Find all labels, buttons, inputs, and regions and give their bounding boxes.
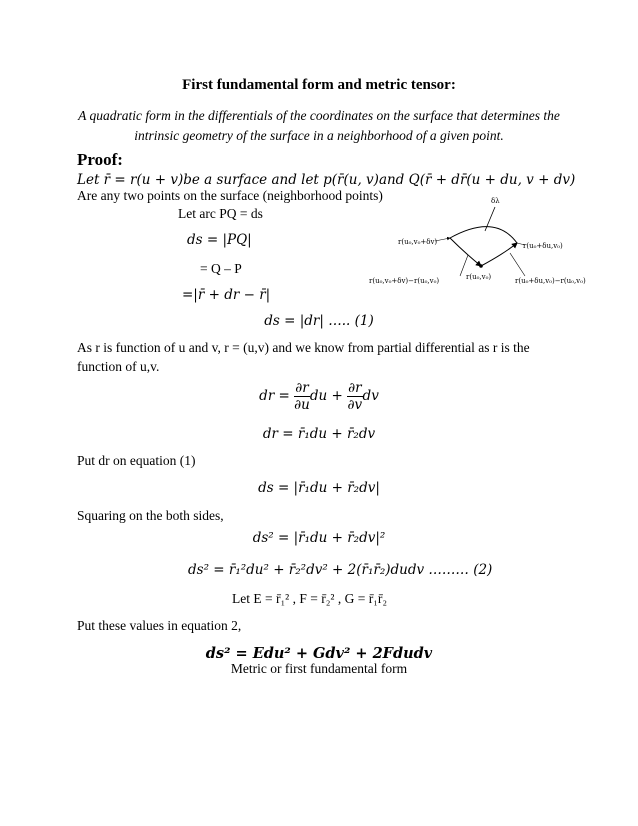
dv-term: dv [362,388,379,404]
put-values-text: Put these values in equation 2, [77,618,242,633]
label-r-base: r(u₀,v₀) [466,273,492,281]
final-metric-equation: ds² = Edu² + Gdv² + 2Fdudv [205,645,433,662]
any-two-points-line: Are any two points on the surface (neighborhood points) [77,188,383,203]
partial-u-denominator: ∂u [294,397,310,413]
let-arc-line: Let arc PQ = ds [178,206,263,221]
let-r-line: Let r̄ = r(u + v)be a surface and let p(r̄(u, v)and Q(r̄ + dr̄(u + du, v + dv) [77,172,576,188]
vector-u [481,243,517,266]
proof-heading: Proof: [77,150,123,169]
label-r-v-dv: r(u₀,v₀+δv) [398,238,438,246]
base-point [479,264,483,268]
fraction-dr-dv [347,380,362,413]
document-title: First fundamental form and metric tensor: [182,77,456,93]
q-minus-p-line: = Q – P [200,261,242,276]
leader-r-v [435,238,450,241]
let-efg-line: Let E = r̄₁² , F = r̄₂² , G = r̄₁r̄₂ [232,591,388,606]
abstract-text: A quadratic form in the differentials of the coordinates on the surface that determines the intrinsic geometry of the surface in a neighborhood of a given point. [78,108,560,143]
label-r-u-du: r(u₀+δu,v₀) [523,242,563,250]
partial-v-denominator: ∂v [347,397,363,413]
ds-abs-equation: ds = |r̄₁du + r̄₂dv| [258,480,380,496]
as-r-function-text: As r is function of u and v, r = (u,v) and we know from partial differential as r is the function of u,v. [77,340,530,374]
curve-upper [450,227,517,243]
put-dr-text: Put dr on equation (1) [77,453,196,468]
leader-diff-u [510,253,525,276]
label-r-diff-v: r(u₀,v₀+δv)−r(u₀,v₀) [369,277,440,285]
fraction-dr-du [294,380,310,413]
equation-1: ds = |dr| ….. (1) [264,313,374,329]
label-ds: δλ [491,197,500,205]
label-r-diff-u: r(u₀+δu,v₀)−r(u₀,v₀) [515,277,586,285]
ds2-abs-equation: ds² = |r̄₁du + r̄₂dv|² [252,530,386,546]
du-term: du + [309,388,343,404]
metric-caption: Metric or first fundamental form [230,661,408,676]
dr-partials-equation [0,380,638,413]
partial-r-numerator: ∂r [295,380,309,396]
equation-2: ds² = r̄₁²du² + r̄₂²dv² + 2(r̄₁r̄₂)dudv ……… (2) [188,562,493,578]
dr-lhs: dr = [259,388,290,404]
surface-diagram [365,193,605,288]
r-dr-r-equation: =|r̄ + dr − r̄| [182,287,271,303]
dr-r1-r2-equation: dr = r̄₁du + r̄₂dv [262,426,376,442]
ds-pq-equation: ds = |PQ| [187,232,252,248]
squaring-text: Squaring on the both sides, [77,508,224,523]
partial-r-numerator-2: ∂r [348,380,362,396]
